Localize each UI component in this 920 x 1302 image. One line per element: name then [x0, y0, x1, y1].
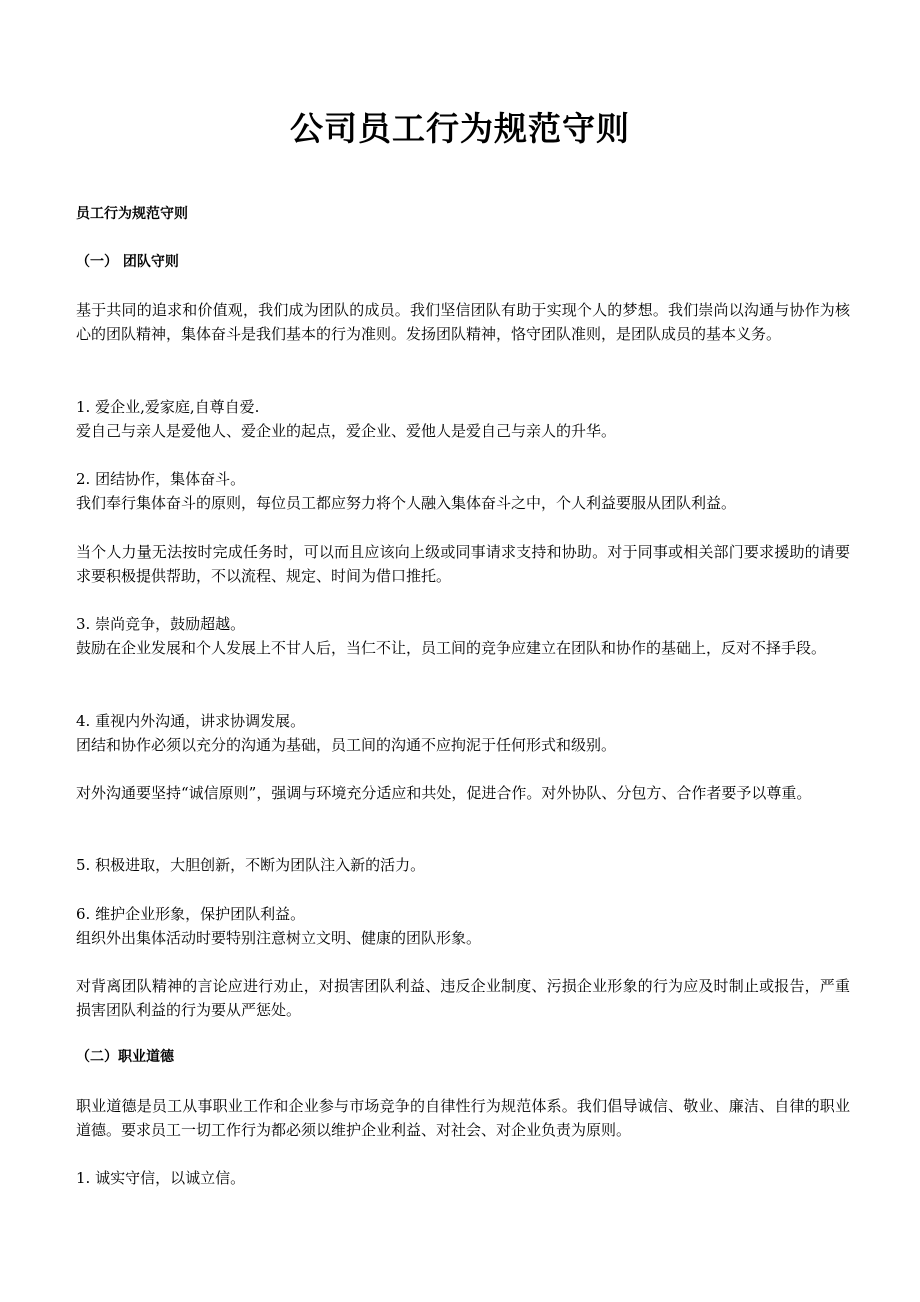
ethics-rule-1-title: 1. 诚实守信，以诚立信。: [76, 1169, 246, 1187]
team-rule-3-title: 3. 崇尚竞争，鼓励超越。: [76, 615, 246, 633]
team-rule-2-text-2: 当个人力量无法按时完成任务时，可以而且应该向上级或同事请求支持和协助。对于同事或相关部门要求援助的请要求要积极提供帮助，不以流程、规定、时间为借口推托。: [76, 543, 850, 585]
team-rule-5-title: 5. 积极进取，大胆创新，不断为团队注入新的活力。: [76, 856, 426, 874]
team-rule-1-text: 爱自己与亲人是爱他人、爱企业的起点，爱企业、爱他人是爱自己与亲人的升华。: [76, 422, 617, 440]
team-rule-3-text: 鼓励在企业发展和个人发展上不甘人后，当仁不让，员工间的竞争应建立在团队和协作的基础上，反对不择手段。: [76, 639, 827, 657]
section-heading-team-rules: （一） 团队守则: [76, 254, 179, 270]
professional-ethics-intro: 职业道德是员工从事职业工作和企业参与市场竞争的自律性行为规范体系。我们倡导诚信、敬业、廉洁、自律的职业道德。要求员工一切工作行为都必须以维护企业利益、对社会、对企业负责为原则。: [76, 1097, 850, 1139]
document-subtitle: 员工行为规范守则: [76, 206, 188, 222]
team-rule-2-text: 我们奉行集体奋斗的原则，每位员工都应努力将个人融入集体奋斗之中，个人利益要服从团队利益。: [76, 494, 737, 512]
team-rules-intro: 基于共同的追求和价值观，我们成为团队的成员。我们坚信团队有助于实现个人的梦想。我们崇尚以沟通与协作为核心的团队精神，集体奋斗是我们基本的行为准则。发扬团队精神，恪守团队准则，是团队成员的基本义务。: [76, 301, 850, 343]
section-heading-professional-ethics: （二）职业道德: [76, 1049, 174, 1065]
team-rule-6-text: 组织外出集体活动时要特别注意树立文明、健康的团队形象。: [76, 929, 482, 947]
team-rule-1-title: 1. 爱企业,爱家庭,自尊自爱.: [76, 398, 260, 416]
team-rule-6-text-2: 对背离团队精神的言论应进行劝止，对损害团队利益、违反企业制度、污损企业形象的行为应及时制止或报告，严重损害团队利益的行为要从严惩处。: [76, 977, 850, 1019]
team-rule-4-title: 4. 重视内外沟通，讲求协调发展。: [76, 712, 306, 730]
document-title: 公司员工行为规范守则: [290, 109, 630, 148]
team-rule-4-text: 团结和协作必须以充分的沟通为基础，员工间的沟通不应拘泥于任何形式和级别。: [76, 736, 617, 754]
team-rule-6-title: 6. 维护企业形象，保护团队利益。: [76, 905, 306, 923]
team-rule-2-title: 2. 团结协作，集体奋斗。: [76, 470, 246, 488]
team-rule-4-text-2: 对外沟通要坚持“诚信原则”，强调与环境充分适应和共处，促进合作。对外协队、分包方、合作者要予以尊重。: [76, 784, 812, 802]
